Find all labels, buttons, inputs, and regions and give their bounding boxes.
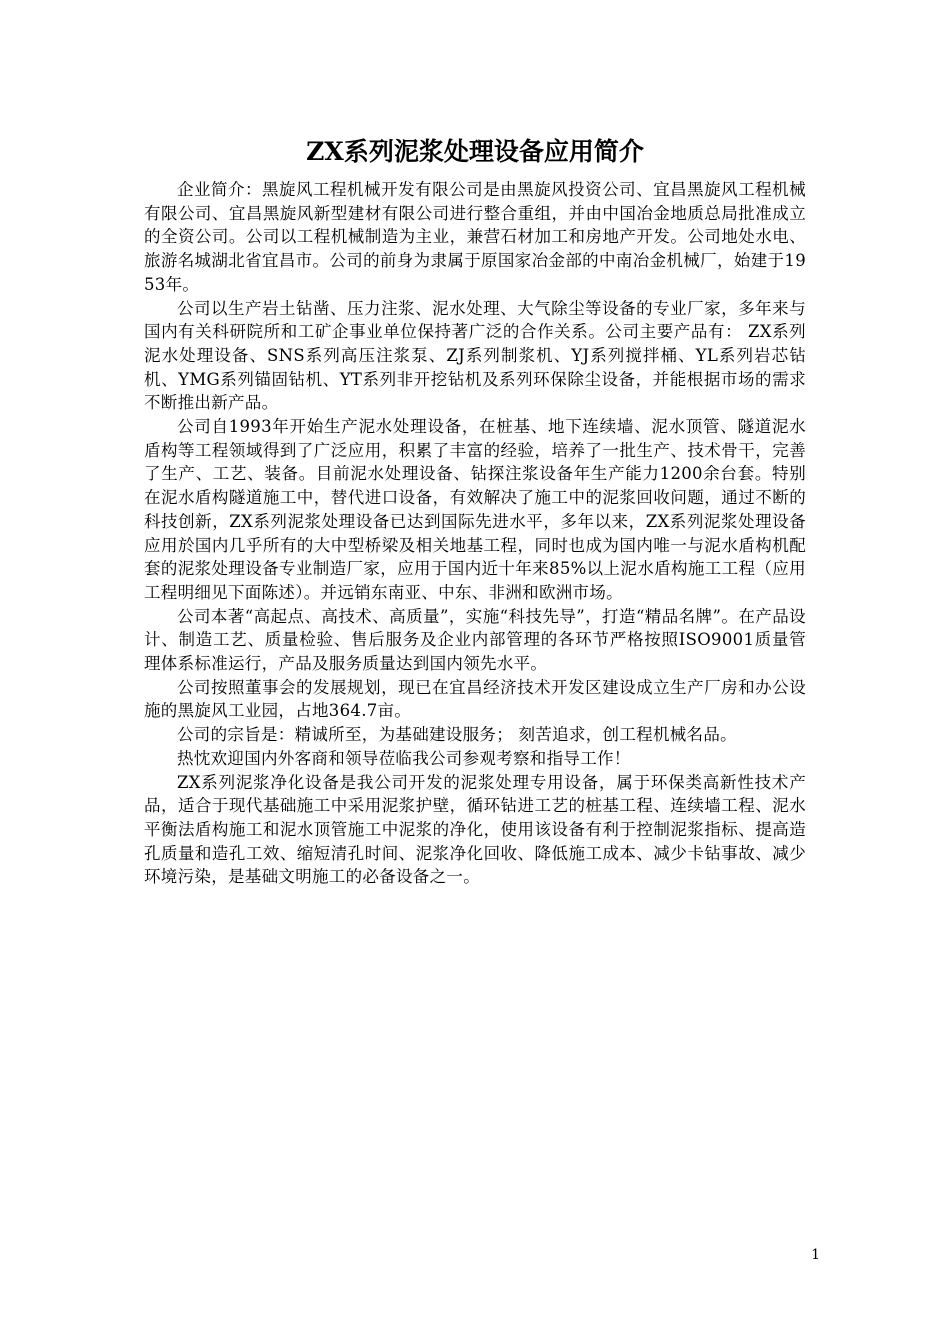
paragraph-quality: 公司本著“高起点、高技术、高质量”，实施“科技先导”，打造“精品名牌”。在产品设计、制造工艺、质量检验、售后服务及企业内部管理的各环节严格按照ISO9001质量管理体系标准运行，产品及服务质量达到国内领先水平。 <box>144 606 806 674</box>
paragraph-history: 公司自1993年开始生产泥水处理设备，在桩基、地下连续墙、泥水顶管、隧道泥水盾构等工程领域得到了广泛应用，积累了丰富的经验，培养了一批生产、技术骨干，完善了生产、工艺、装备。目前泥水处理设备、钻探注浆设备年生产能力1200余台套。特别在泥水盾构隧道施工中，替代进口设备，有效解决了施工中的泥浆回收问题，通过不断的科技创新，ZX系列泥浆处理设备已达到国际先进水平，多年以来，ZX系列泥浆处理设备应用於国内几乎所有的大中型桥梁及相关地基工程，同时也成为国内唯一与泥水盾构机配套的泥浆处理设备专业制造厂家，应用于国内近十年来85%以上泥水盾构施工工程（应用工程明细见下面陈述）。并远销东南亚、中东、非洲和欧洲市场。 <box>144 417 806 602</box>
paragraph-mission: 公司的宗旨是：精诚所至，为基础建设服务； 刻苦追求，创工程机械名品。 <box>177 725 737 745</box>
page-number: 1 <box>811 1247 820 1263</box>
paragraph-welcome: 热忱欢迎国内外客商和领导莅临我公司参观考察和指导工作！ <box>177 748 631 768</box>
paragraph-products: 公司以生产岩土钻凿、压力注浆、泥水处理、大气除尘等设备的专业厂家，多年来与国内有关科研院所和工矿企事业单位保持著广泛的合作关系。公司主要产品有： ZX系列泥水处理设备、SNS系列高压注浆泵、ZJ系列制浆机、YJ系列搅拌桶、YL系列岩芯钻机、YMG系列锚固钻机、YT系列非开挖钻机及系列环保除尘设备，并能根据市场的需求不断推出新产品。 <box>144 298 806 413</box>
paragraph-zx-equipment: ZX系列泥浆净化设备是我公司开发的泥浆处理专用设备，属于环保类高新性技术产品，适合于现代基础施工中采用泥浆护壁，循环钻进工艺的桩基工程、连续墙工程、泥水平衡法盾构施工和泥水顶管施工中泥浆的净化，使用该设备有利于控制泥浆指标、提高造孔质量和造孔工效、缩短清孔时间、泥浆净化回收、降低施工成本、减少卡钻事故、减少环境污染，是基础文明施工的必备设备之一。 <box>144 772 806 887</box>
paragraph-industrial-park: 公司按照董事会的发展规划，现已在宜昌经济技术开发区建设成立生产厂房和办公设施的黑旋风工业园，占地364.7亩。 <box>144 677 806 721</box>
paragraph-company-intro: 企业简介：黑旋风工程机械开发有限公司是由黑旋风投资公司、宜昌黑旋风工程机械有限公司、宜昌黑旋风新型建材有限公司进行整合重组，并由中国冶金地质总局批准成立的全资公司。公司以工程机械制造为主业，兼营石材加工和房地产开发。公司地处水电、旅游名城湖北省宜昌市。公司的前身为隶属于原国家冶金部的中南冶金机械厂，始建于1953年。 <box>144 180 806 294</box>
document-title: ZX系列泥浆处理设备应用简介 <box>306 137 644 166</box>
document-body <box>144 178 806 889</box>
